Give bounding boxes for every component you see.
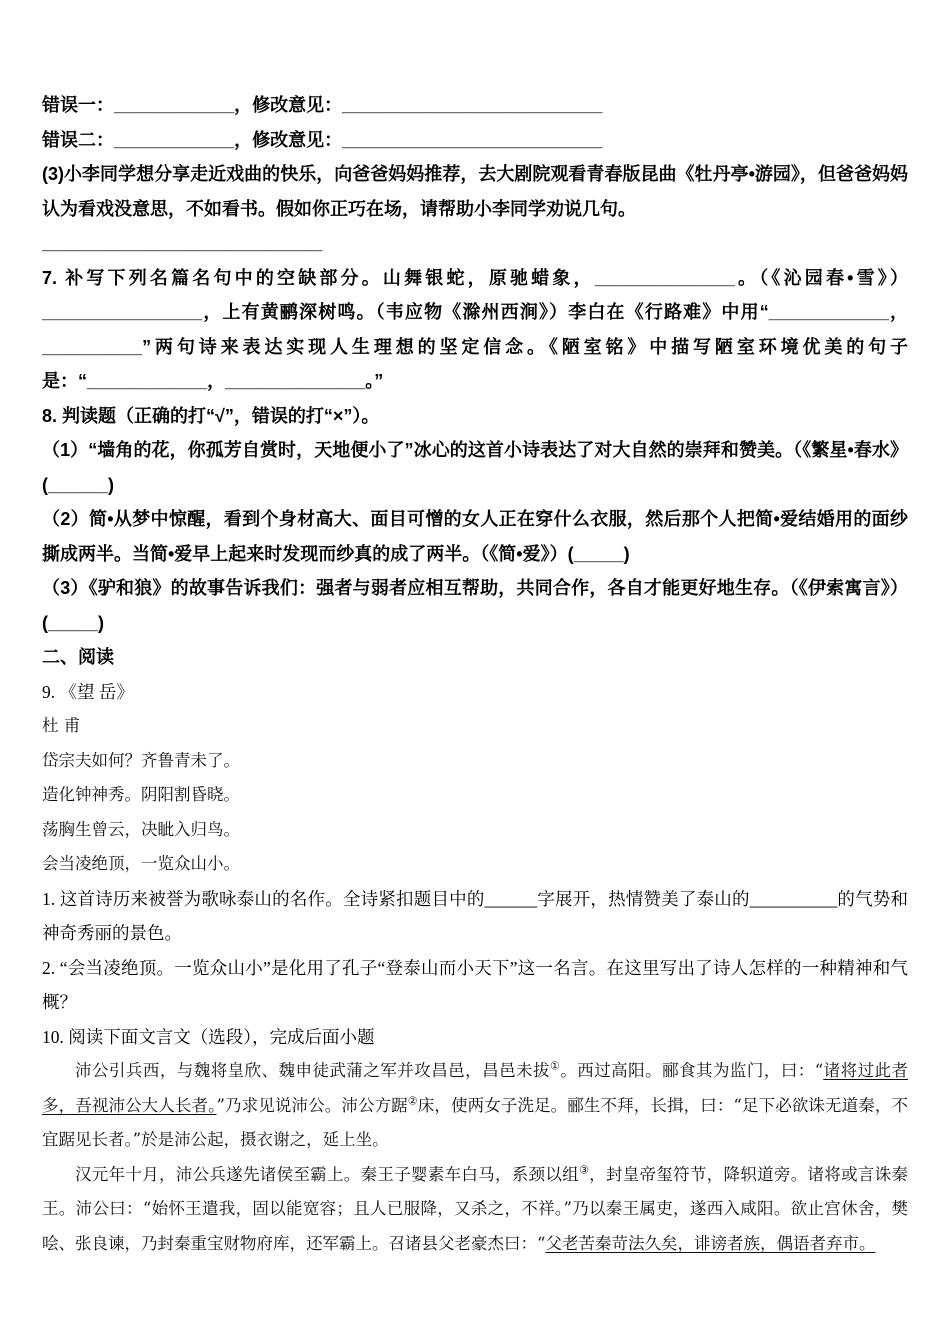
question-8-title: 8. 判读题（正确的打“√”，错误的打“×”）。 bbox=[42, 405, 380, 426]
question-9-title: 9. 《望 岳》 bbox=[42, 681, 134, 702]
poem-line-1: 岱宗夫如何？齐鲁青未了。 bbox=[42, 750, 240, 770]
question-8-item-1: （1）“墙角的花，你孤芳自赏时，天地便小了”冰心的这首小诗表达了对大自然的崇拜和赞美。（《繁星•春水》(______) bbox=[42, 440, 908, 495]
error2-line: 错误二：____________，修改意见：__________________________ bbox=[42, 129, 603, 150]
poem-author: 杜 甫 bbox=[42, 716, 81, 735]
poem-line-3: 荡胸生曾云，决眦入归鸟。 bbox=[42, 819, 240, 839]
poem-line-4: 会当凌绝顶，一览众山小。 bbox=[42, 854, 240, 873]
question-3-answer-blank: ____________________________ bbox=[42, 233, 323, 253]
poem-line-2: 造化钟神秀。阴阳割昏晓。 bbox=[42, 785, 240, 804]
question-9-sub-1: 1. 这首诗历来被誉为歌咏泰山的名作。全诗紧扣题目中的______字展开，热情赞美了泰山的__________的气势和神奇秀丽的景色。 bbox=[42, 888, 908, 943]
question-3-prompt: (3)小李同学想分享走近戏曲的快乐，向爸爸妈妈推荐，去大剧院观看青春版昆曲《牡丹亭•游园》，但爸爸妈妈认为看戏没意思，不如看书。假如你正巧在场，请帮助小李同学劝说几句。 bbox=[42, 164, 908, 219]
section-2-heading: 二、阅读 bbox=[42, 647, 114, 667]
question-7-text: 7. 补写下列名篇名句中的空缺部分。山舞银蛇，原驰蜡象，______________。（《沁园春•雪》）________________，上有黄鹂深树鸣。（韦应物《滁州西涧》）李白在《行路难》中用“____________，__________”两句诗来表达实现人生理想的坚定信念。《陋室铭》中描写陋室环境优美的句子是：“____________，______________。” bbox=[42, 267, 908, 391]
question-10-passage-paragraph-1: 沛公引兵西，与魏将皇欣、魏申徒武蒲之军并攻昌邑，昌邑未拔①。西过高阳。郦食其为监门，曰：“诸将过此者多，吾视沛公大人长者。”乃求见说沛公。沛公方踞②床，使两女子洗足。郦生不拜，长揖，曰：“足下必欲诛无道秦，不宜踞见长者。”於是沛公起，摄衣谢之，延上坐。 bbox=[42, 1059, 909, 1149]
question-9-sub-2: 2. “会当凌绝顶。一览众山小”是化用了孔子“登泰山而小天下”这一名言。在这里写出了诗人怎样的一种精神和气概？ bbox=[42, 957, 908, 1012]
question-10-title: 10. 阅读下面文言文（选段），完成后面小题 bbox=[42, 1026, 375, 1047]
question-10-passage-paragraph-2: 汉元年十月，沛公兵遂先诸侯至霸上。秦王子婴素车白马，系颈以组③，封皇帝玺符节，降轵道旁。诸将或言诛秦王。沛公曰：“始怀王遣我，固以能宽容；且人已服降，又杀之，不祥。”乃以秦王属吏，遂西入咸阳。欲止宫休舍，樊哙、张良谏，乃封秦重宝财物府库，还军霸上。召诸县父老豪杰曰：“父老苦秦苛法久矣，诽谤者族，偶语者弃市。 bbox=[42, 1163, 909, 1253]
question-8-item-2: （2）简•从梦中惊醒，看到个身材高大、面目可憎的女人正在穿什么衣服，然后那个人把简•爱结婚用的面纱撕成两半。当简•爱早上起来时发现而纱真的成了两半。（《简•爱》）(_____) bbox=[42, 509, 908, 564]
question-8-item-3: （3）《驴和狼》的故事告诉我们：强者与弱者应相互帮助，共同合作，各自才能更好地生存。（《伊索寓言》）(_____) bbox=[42, 578, 908, 633]
error1-line: 错误一：____________，修改意见：__________________________ bbox=[42, 95, 603, 115]
